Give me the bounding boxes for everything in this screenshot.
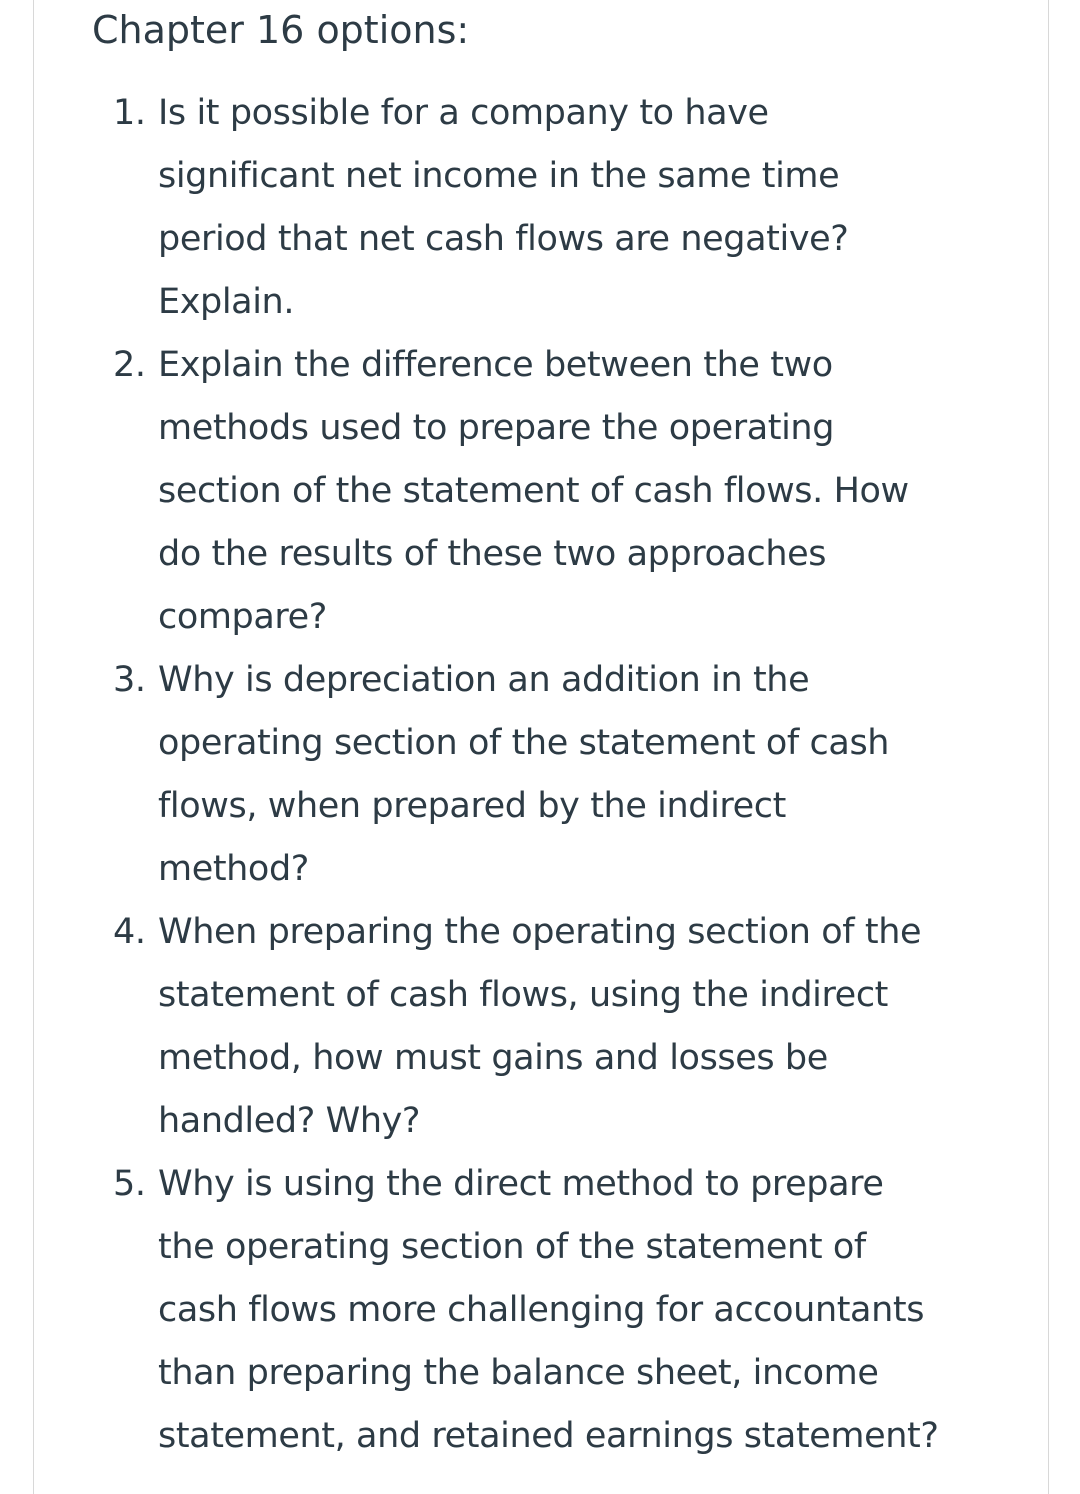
question-line: compare?	[158, 597, 327, 637]
question-line: Why is depreciation an addition in the	[158, 660, 810, 700]
question-item-2	[92, 334, 1022, 649]
question-item-4	[92, 901, 1022, 1153]
question-line: method?	[158, 849, 309, 889]
question-item-3	[92, 649, 1022, 901]
question-line: Why is using the direct method to prepare	[158, 1164, 884, 1204]
question-number: 3.	[113, 660, 146, 700]
question-line: handled? Why?	[158, 1101, 421, 1141]
question-line: period that net cash flows are negative?	[158, 219, 849, 259]
question-line: Is it possible for a company to have	[158, 93, 769, 133]
question-line: statement, and retained earnings statement?	[158, 1416, 939, 1456]
question-line: do the results of these two approaches	[158, 534, 827, 574]
question-line: the operating section of the statement of	[158, 1227, 866, 1267]
question-line: Explain.	[158, 282, 295, 322]
question-line: flows, when prepared by the indirect	[158, 786, 786, 826]
question-line: method, how must gains and losses be	[158, 1038, 828, 1078]
question-list	[92, 82, 1022, 1468]
question-line: section of the statement of cash flows. How	[158, 471, 909, 511]
question-line: cash flows more challenging for accountants	[158, 1290, 925, 1330]
page-title: Chapter 16 options:	[92, 8, 470, 52]
question-number: 1.	[113, 93, 146, 133]
content-border-left	[33, 0, 34, 1494]
question-line: methods used to prepare the operating	[158, 408, 835, 448]
question-line: Explain the difference between the two	[158, 345, 833, 385]
question-item-5	[92, 1153, 1022, 1468]
question-number: 5.	[113, 1164, 146, 1204]
question-line: statement of cash flows, using the indirect	[158, 975, 888, 1015]
question-line: significant net income in the same time	[158, 156, 840, 196]
question-line: When preparing the operating section of the	[158, 912, 922, 952]
question-number: 4.	[113, 912, 146, 952]
content-area	[92, 0, 1022, 1456]
question-line: than preparing the balance sheet, income	[158, 1353, 879, 1393]
content-border-right	[1048, 0, 1049, 1494]
question-number: 2.	[113, 345, 146, 385]
question-line: operating section of the statement of cash	[158, 723, 890, 763]
question-item-1	[92, 82, 1022, 334]
